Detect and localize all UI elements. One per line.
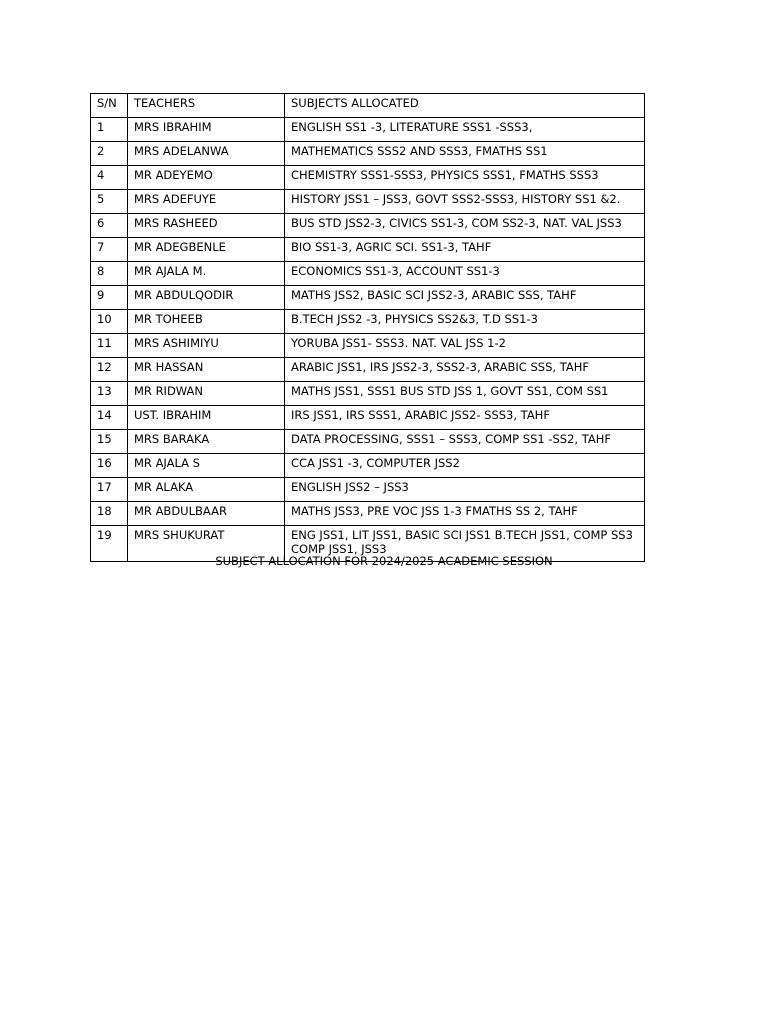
table-row: [91, 430, 645, 454]
table-row: [91, 262, 645, 286]
header-teachers: TEACHERS: [128, 94, 285, 118]
cell-subjects: B.TECH JSS2 -3, PHYSICS SS2&3, T.D SS1-3: [285, 310, 645, 334]
header-subjects: SUBJECTS ALLOCATED: [285, 94, 645, 118]
cell-sn: 18: [91, 502, 128, 526]
cell-sn: 7: [91, 238, 128, 262]
cell-subjects: DATA PROCESSING, SSS1 – SSS3, COMP SS1 -SS2, TAHF: [285, 430, 645, 454]
cell-teacher: MR ADEGBENLE: [128, 238, 285, 262]
cell-sn: 9: [91, 286, 128, 310]
table-row: [91, 118, 645, 142]
table-row: [91, 190, 645, 214]
table-row: [91, 238, 645, 262]
cell-sn: 16: [91, 454, 128, 478]
cell-teacher: MRS SHUKURAT: [128, 526, 285, 562]
table-row: [91, 382, 645, 406]
table-row: [91, 454, 645, 478]
cell-subjects: MATHS JSS2, BASIC SCI JSS2-3, ARABIC SSS, TAHF: [285, 286, 645, 310]
cell-teacher: MRS BARAKA: [128, 430, 285, 454]
cell-subjects: MATHS JSS1, SSS1 BUS STD JSS 1, GOVT SS1, COM SS1: [285, 382, 645, 406]
cell-subjects: ECONOMICS SS1-3, ACCOUNT SS1-3: [285, 262, 645, 286]
cell-subjects: ENGLISH SS1 -3, LITERATURE SSS1 -SSS3,: [285, 118, 645, 142]
cell-teacher: MR AJALA S: [128, 454, 285, 478]
cell-teacher: MRS ADELANWA: [128, 142, 285, 166]
table-row: [91, 310, 645, 334]
cell-subjects: BUS STD JSS2-3, CIVICS SS1-3, COM SS2-3, NAT. VAL JSS3: [285, 214, 645, 238]
table-caption: SUBJECT ALLOCATION FOR 2024/2025 ACADEMIC SESSION: [215, 554, 553, 568]
cell-sn: 14: [91, 406, 128, 430]
cell-sn: 2: [91, 142, 128, 166]
cell-sn: 1: [91, 118, 128, 142]
cell-teacher: MR ALAKA: [128, 478, 285, 502]
table-body: [91, 94, 645, 562]
cell-subjects: HISTORY JSS1 – JSS3, GOVT SSS2-SSS3, HISTORY SS1 &2.: [285, 190, 645, 214]
header-sn: S/N: [91, 94, 128, 118]
cell-teacher: MR TOHEEB: [128, 310, 285, 334]
cell-sn: 11: [91, 334, 128, 358]
cell-sn: 13: [91, 382, 128, 406]
cell-subjects: MATHEMATICS SSS2 AND SSS3, FMATHS SS1: [285, 142, 645, 166]
cell-subjects: YORUBA JSS1- SSS3. NAT. VAL JSS 1-2: [285, 334, 645, 358]
cell-teacher: MR RIDWAN: [128, 382, 285, 406]
cell-sn: 5: [91, 190, 128, 214]
cell-subjects: ENGLISH JSS2 – JSS3: [285, 478, 645, 502]
table-header-row: [91, 94, 645, 118]
cell-sn: 6: [91, 214, 128, 238]
subject-allocation-table: [90, 93, 645, 562]
cell-subjects: IRS JSS1, IRS SSS1, ARABIC JSS2- SSS3, TAHF: [285, 406, 645, 430]
cell-teacher: MR HASSAN: [128, 358, 285, 382]
cell-teacher: UST. IBRAHIM: [128, 406, 285, 430]
cell-teacher: MR ABDULBAAR: [128, 502, 285, 526]
table-row: [91, 214, 645, 238]
table-row: [91, 478, 645, 502]
table-row: [91, 334, 645, 358]
table-row: [91, 142, 645, 166]
cell-subjects: CHEMISTRY SSS1-SSS3, PHYSICS SSS1, FMATHS SSS3: [285, 166, 645, 190]
table-row: [91, 286, 645, 310]
cell-subjects: BIO SS1-3, AGRIC SCI. SS1-3, TAHF: [285, 238, 645, 262]
cell-teacher: MRS IBRAHIM: [128, 118, 285, 142]
cell-teacher: MR ADEYEMO: [128, 166, 285, 190]
cell-subjects: ENG JSS1, LIT JSS1, BASIC SCI JSS1 B.TECH JSS1, COMP SS3 COMP JSS1, JSS3: [285, 526, 645, 562]
cell-teacher: MRS RASHEED: [128, 214, 285, 238]
table-row: [91, 502, 645, 526]
cell-teacher: MRS ASHIMIYU: [128, 334, 285, 358]
table-row: [91, 166, 645, 190]
cell-teacher: MRS ADEFUYE: [128, 190, 285, 214]
cell-sn: 12: [91, 358, 128, 382]
cell-teacher: MR ABDULQODIR: [128, 286, 285, 310]
cell-subjects: MATHS JSS3, PRE VOC JSS 1-3 FMATHS SS 2, TAHF: [285, 502, 645, 526]
cell-sn: 8: [91, 262, 128, 286]
table-row: [91, 406, 645, 430]
cell-subjects: CCA JSS1 -3, COMPUTER JSS2: [285, 454, 645, 478]
cell-sn: 15: [91, 430, 128, 454]
cell-sn: 4: [91, 166, 128, 190]
cell-sn: 19: [91, 526, 128, 562]
cell-sn: 10: [91, 310, 128, 334]
cell-teacher: MR AJALA M.: [128, 262, 285, 286]
cell-sn: 17: [91, 478, 128, 502]
table-row: [91, 358, 645, 382]
cell-subjects: ARABIC JSS1, IRS JSS2-3, SSS2-3, ARABIC SSS, TAHF: [285, 358, 645, 382]
